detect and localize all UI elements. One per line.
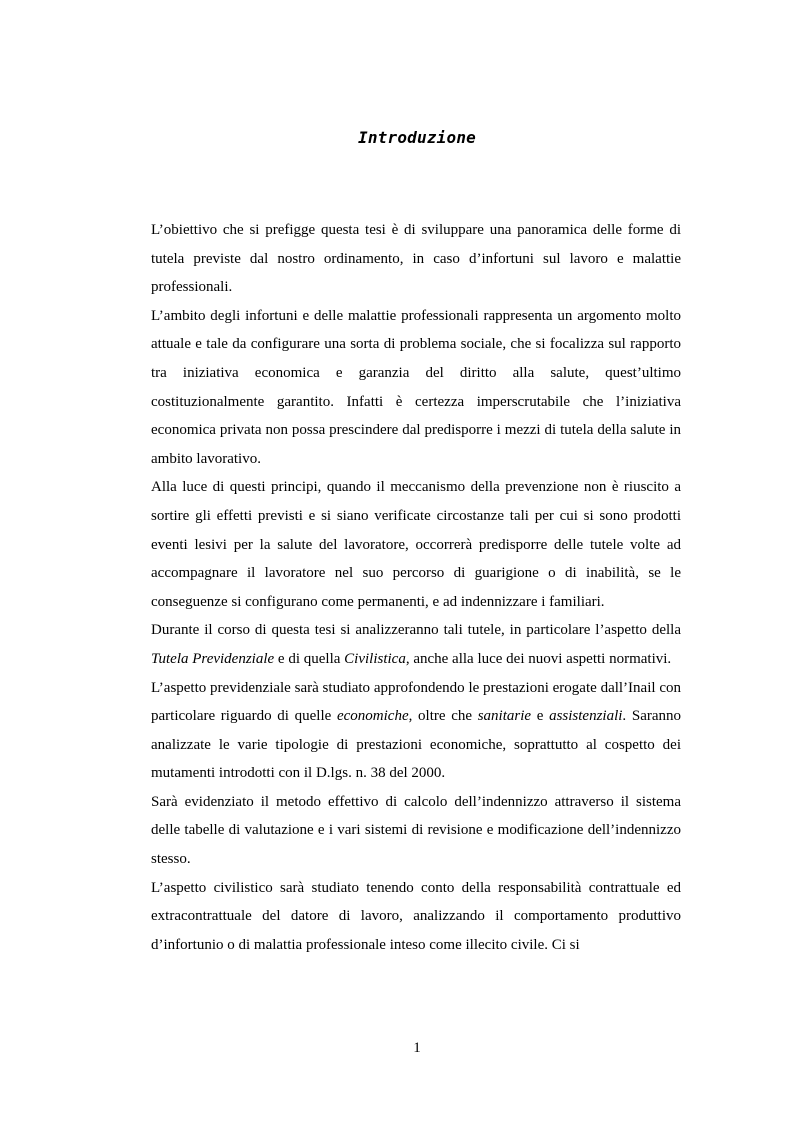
paragraph-1: L’obiettivo che si prefigge questa tesi è di sviluppare una panoramica delle forme di tutela previste dal nostro ordinamento, in caso d’infortuni sul lavoro e malattie professionali.	[151, 222, 681, 296]
paragraph-5	[151, 674, 681, 788]
paragraph-4	[151, 616, 681, 673]
italic-term-tutela-previdenziale: Tutela Previdenziale	[151, 650, 275, 667]
paragraph-6: Sarà evidenziato il metodo effettivo di calcolo dell’indennizzo attraverso il sistema delle tabelle di valutazione e i vari sistemi di revisione e modificazione dell’indennizzo stesso.	[151, 793, 681, 868]
paragraph-3: Alla luce di questi principi, quando il meccanismo della prevenzione non è riuscito a sortire gli effetti previsti e si siano verificate circostanze tali per cui si sono prodotti eventi lesivi per la salute del lavoratore, occorrerà predisporre delle tutele volte ad accompagnare il lavoratore nel suo percorso di guarigione o di inabilità, se le conseguenze si configurano come permanenti, e ad indennizzare i familiari.	[151, 479, 681, 610]
text-segment: L’aspetto previdenziale sarà studiato approfondendo le prestazioni erogate dall’Inail con particolare riguardo di quelle	[151, 679, 681, 725]
text-segment: , oltre che	[408, 708, 478, 725]
text-segment: e di quella	[274, 650, 345, 667]
paragraph-2: L’ambito degli infortuni e delle malattie professionali rappresenta un argomento molto attuale e tale da configurare una sorta di problema sociale, che si focalizza sul rapporto tra iniziativa economica e garanzia del diritto alla salute, quest’ultimo costituzionalmente garantito. Infatti è certezza imperscrutabile che l’iniziativa economica privata non possa prescindere dal predisporre i mezzi di tutela della salute in ambito lavorativo.	[151, 307, 681, 467]
page-number: 1	[413, 1040, 421, 1056]
italic-term-assistenziali: assistenziali	[549, 708, 623, 725]
body-text	[151, 216, 681, 959]
italic-term-civilistica: Civilistica	[344, 650, 406, 667]
text-segment: e	[531, 708, 550, 725]
italic-term-economiche: economiche	[336, 708, 409, 725]
paragraph-7: L’aspetto civilistico sarà studiato tenendo conto della responsabilità contrattuale ed extracontrattuale del datore di lavoro, analizzando il comportamento produttivo d’infortunio o di malattia professionale inteso come illecito civile. Ci si	[151, 879, 681, 953]
text-segment: . Saranno analizzate le varie tipologie di prestazioni economiche, soprattutto al cospetto dei mutamenti introdotti con il D.lgs. n. 38 del 2000.	[151, 708, 681, 782]
page-title: Introduzione	[358, 128, 476, 147]
italic-term-sanitarie: sanitarie	[477, 708, 532, 725]
text-segment: Durante il corso di questa tesi si analizzeranno tali tutele, in particolare l’aspetto della	[151, 622, 681, 639]
text-segment: , anche alla luce dei nuovi aspetti normativi.	[405, 650, 672, 667]
